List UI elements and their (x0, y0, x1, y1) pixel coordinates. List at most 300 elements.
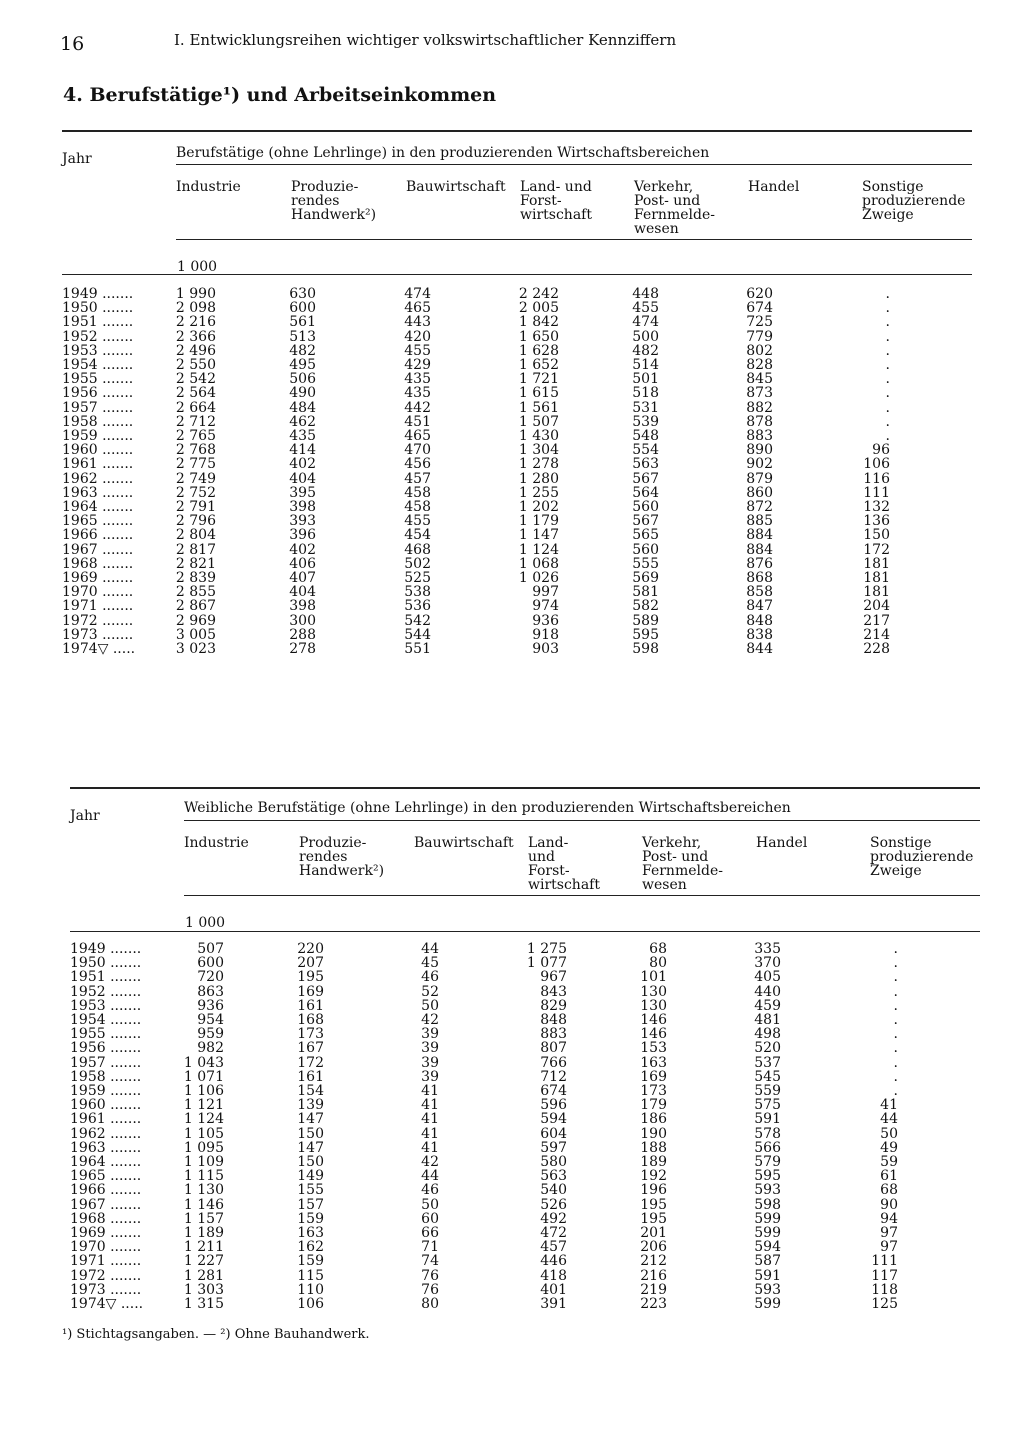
cell-handel: 575 (754, 1097, 781, 1114)
cell-verkehr: 500 (632, 328, 659, 345)
cell-bauwirtschaft: 80 (421, 1296, 439, 1312)
cell-bauwirtschaft: 538 (404, 584, 431, 601)
cell-verkehr: 206 (640, 1239, 667, 1256)
cell-verkehr: 196 (640, 1182, 667, 1199)
year-cell: 1972 ....... (62, 612, 134, 629)
cell-handel: 674 (746, 300, 773, 317)
cell-bauwirtschaft: 451 (404, 413, 431, 430)
year-cell: 1968 ....... (70, 1210, 142, 1227)
cell-handel: 725 (746, 314, 773, 331)
year-cell: 1957 ....... (70, 1054, 142, 1071)
column-header-sonstige: Sonstige produzierende Zweige (862, 179, 966, 223)
cell-sonstige: 111 (871, 1253, 898, 1270)
column-header-bauwirtschaft: Bauwirtschaft (414, 835, 514, 851)
cell-landwirtschaft: 712 (540, 1068, 567, 1085)
cell-landwirtschaft: 418 (540, 1267, 567, 1284)
cell-landwirtschaft: 974 (532, 598, 559, 615)
cell-verkehr: 130 (640, 997, 667, 1014)
cell-handwerk: 435 (289, 428, 316, 444)
cell-handel: 599 (754, 1210, 781, 1227)
cell-industrie: 1 071 (183, 1068, 224, 1085)
cell-handwerk: 288 (289, 626, 316, 643)
year-cell: 1961 ....... (70, 1111, 142, 1128)
cell-handwerk: 172 (297, 1054, 324, 1071)
cell-sonstige: 97 (880, 1239, 898, 1256)
cell-bauwirtschaft: 458 (404, 499, 431, 515)
cell-sonstige: 150 (863, 527, 890, 544)
year-column-header: Jahr (62, 151, 92, 167)
cell-industrie: 2 839 (175, 570, 216, 586)
cell-sonstige: . (885, 428, 890, 444)
cell-sonstige: . (885, 399, 890, 416)
cell-handwerk: 404 (289, 470, 316, 487)
cell-landwirtschaft: 903 (532, 641, 559, 657)
year-cell: 1966 ....... (70, 1182, 142, 1199)
cell-handwerk: 150 (297, 1125, 324, 1142)
cell-landwirtschaft: 2 242 (518, 286, 559, 302)
cell-landwirtschaft: 1 561 (518, 399, 559, 416)
year-cell: 1954 ....... (62, 357, 134, 373)
cell-handwerk: 169 (297, 983, 324, 1000)
cell-handel: 578 (754, 1125, 781, 1142)
cell-handwerk: 168 (297, 1012, 324, 1028)
cell-landwirtschaft: 1 179 (518, 513, 559, 530)
cell-landwirtschaft: 1 280 (518, 470, 559, 487)
cell-bauwirtschaft: 52 (421, 983, 439, 1000)
cell-landwirtschaft: 997 (532, 584, 559, 601)
cell-bauwirtschaft: 455 (404, 342, 431, 359)
cell-landwirtschaft: 1 430 (518, 428, 559, 444)
cell-bauwirtschaft: 44 (421, 1168, 439, 1185)
table-rule (62, 274, 972, 275)
cell-verkehr: 567 (632, 470, 659, 487)
cell-industrie: 1 095 (183, 1139, 224, 1156)
year-cell: 1965 ....... (62, 513, 134, 530)
cell-verkehr: 223 (640, 1296, 667, 1312)
cell-handel: 845 (746, 371, 773, 388)
cell-verkehr: 216 (640, 1267, 667, 1284)
cell-landwirtschaft: 1 615 (518, 385, 559, 402)
cell-industrie: 2 712 (175, 413, 216, 430)
year-cell: 1969 ....... (70, 1225, 142, 1241)
cell-handwerk: 163 (297, 1225, 324, 1241)
cell-handwerk: 398 (289, 499, 316, 515)
cell-verkehr: 474 (632, 314, 659, 331)
year-cell: 1964 ....... (70, 1154, 142, 1170)
year-column-header: Jahr (70, 808, 100, 824)
cell-verkehr: 563 (632, 456, 659, 473)
year-cell: 1960 ....... (70, 1097, 142, 1114)
cell-landwirtschaft: 674 (540, 1083, 567, 1099)
cell-verkehr: 195 (640, 1210, 667, 1227)
cell-landwirtschaft: 540 (540, 1182, 567, 1199)
cell-verkehr: 595 (632, 626, 659, 643)
cell-bauwirtschaft: 39 (421, 1026, 439, 1043)
cell-sonstige: 181 (863, 555, 890, 572)
cell-sonstige: . (893, 1040, 898, 1057)
cell-sonstige: . (885, 385, 890, 402)
year-cell: 1969 ....... (62, 570, 134, 586)
cell-industrie: 1 106 (183, 1083, 224, 1099)
cell-handwerk: 630 (289, 286, 316, 302)
cell-handwerk: 300 (289, 612, 316, 629)
year-cell: 1949 ....... (70, 941, 142, 957)
cell-landwirtschaft: 1 147 (518, 527, 559, 544)
cell-industrie: 2 550 (175, 357, 216, 373)
cell-handel: 599 (754, 1296, 781, 1312)
cell-sonstige: 217 (863, 612, 890, 629)
cell-industrie: 1 130 (183, 1182, 224, 1199)
cell-sonstige: . (893, 1012, 898, 1028)
cell-landwirtschaft: 1 652 (518, 357, 559, 373)
cell-industrie: 1 043 (183, 1054, 224, 1071)
year-cell: 1966 ....... (62, 527, 134, 544)
page-number: 16 (60, 33, 85, 55)
cell-handwerk: 139 (297, 1097, 324, 1114)
cell-handwerk: 484 (289, 399, 316, 416)
year-cell: 1950 ....... (70, 955, 142, 972)
year-cell: 1959 ....... (62, 428, 134, 444)
cell-industrie: 1 105 (183, 1125, 224, 1142)
cell-handel: 498 (754, 1026, 781, 1043)
cell-handel: 440 (754, 983, 781, 1000)
cell-bauwirtschaft: 468 (404, 541, 431, 558)
cell-sonstige: 97 (880, 1225, 898, 1241)
cell-bauwirtschaft: 465 (404, 300, 431, 317)
cell-verkehr: 598 (632, 641, 659, 657)
cell-handwerk: 161 (297, 997, 324, 1014)
cell-bauwirtschaft: 42 (421, 1154, 439, 1170)
cell-sonstige: . (885, 342, 890, 359)
cell-industrie: 507 (197, 941, 224, 957)
cell-bauwirtschaft: 502 (404, 555, 431, 572)
year-cell: 1972 ....... (70, 1267, 142, 1284)
cell-industrie: 2 366 (175, 328, 216, 345)
cell-bauwirtschaft: 41 (421, 1111, 439, 1128)
cell-handwerk: 406 (289, 555, 316, 572)
cell-sonstige: . (885, 413, 890, 430)
cell-industrie: 1 211 (183, 1239, 224, 1256)
cell-bauwirtschaft: 42 (421, 1012, 439, 1028)
cell-industrie: 1 281 (183, 1267, 224, 1284)
table-rule (184, 820, 980, 821)
year-cell: 1971 ....... (62, 598, 134, 615)
cell-verkehr: 186 (640, 1111, 667, 1128)
cell-handel: 844 (746, 641, 773, 657)
cell-industrie: 2 867 (175, 598, 216, 615)
cell-verkehr: 482 (632, 342, 659, 359)
cell-industrie: 1 115 (183, 1168, 224, 1185)
cell-bauwirtschaft: 39 (421, 1068, 439, 1085)
cell-industrie: 2 564 (175, 385, 216, 402)
cell-handel: 459 (754, 997, 781, 1014)
cell-verkehr: 569 (632, 570, 659, 586)
cell-verkehr: 448 (632, 286, 659, 302)
cell-handel: 620 (746, 286, 773, 302)
cell-industrie: 2 098 (175, 300, 216, 317)
cell-sonstige: 172 (863, 541, 890, 558)
cell-landwirtschaft: 1 068 (518, 555, 559, 572)
cell-landwirtschaft: 492 (540, 1210, 567, 1227)
cell-handwerk: 157 (297, 1196, 324, 1213)
cell-handel: 598 (754, 1196, 781, 1213)
cell-verkehr: 173 (640, 1083, 667, 1099)
cell-bauwirtschaft: 39 (421, 1040, 439, 1057)
cell-industrie: 2 855 (175, 584, 216, 601)
cell-handwerk: 159 (297, 1210, 324, 1227)
cell-handel: 883 (746, 428, 773, 444)
cell-verkehr: 555 (632, 555, 659, 572)
year-cell: 1963 ....... (62, 484, 134, 501)
cell-landwirtschaft: 918 (532, 626, 559, 643)
cell-landwirtschaft: 1 304 (518, 442, 559, 459)
cell-industrie: 1 189 (183, 1225, 224, 1241)
cell-handwerk: 115 (297, 1267, 324, 1284)
cell-industrie: 1 146 (183, 1196, 224, 1213)
cell-sonstige: 118 (871, 1281, 898, 1298)
cell-handel: 882 (746, 399, 773, 416)
cell-verkehr: 188 (640, 1139, 667, 1156)
cell-verkehr: 219 (640, 1281, 667, 1298)
cell-landwirtschaft: 457 (540, 1239, 567, 1256)
year-cell: 1953 ....... (62, 342, 134, 359)
column-header-sonstige: Sonstige produzierende Zweige (870, 835, 974, 879)
cell-handel: 335 (754, 941, 781, 957)
cell-industrie: 2 765 (175, 428, 216, 444)
cell-industrie: 2 664 (175, 399, 216, 416)
cell-handel: 879 (746, 470, 773, 487)
cell-verkehr: 565 (632, 527, 659, 544)
cell-sonstige: . (893, 955, 898, 972)
cell-industrie: 1 990 (175, 286, 216, 302)
cell-bauwirtschaft: 60 (421, 1210, 439, 1227)
cell-verkehr: 130 (640, 983, 667, 1000)
cell-bauwirtschaft: 551 (404, 641, 431, 657)
column-header-handwerk: Produzie- rendes Handwerk²) (299, 835, 385, 879)
column-header-industrie: Industrie (176, 179, 241, 195)
cell-sonstige: 111 (863, 484, 890, 501)
cell-bauwirtschaft: 470 (404, 442, 431, 459)
cell-verkehr: 560 (632, 499, 659, 515)
cell-bauwirtschaft: 71 (421, 1239, 439, 1256)
cell-bauwirtschaft: 454 (404, 527, 431, 544)
cell-handwerk: 149 (297, 1168, 324, 1185)
cell-verkehr: 589 (632, 612, 659, 629)
cell-handwerk: 195 (297, 969, 324, 986)
cell-handel: 860 (746, 484, 773, 501)
cell-industrie: 3 005 (175, 626, 216, 643)
table-rule (62, 130, 972, 132)
cell-handel: 595 (754, 1168, 781, 1185)
table-rule (70, 787, 980, 789)
cell-handel: 591 (754, 1267, 781, 1284)
cell-bauwirtschaft: 45 (421, 955, 439, 972)
cell-bauwirtschaft: 542 (404, 612, 431, 629)
cell-landwirtschaft: 604 (540, 1125, 567, 1142)
cell-handwerk: 220 (297, 941, 324, 957)
cell-landwirtschaft: 597 (540, 1139, 567, 1156)
table-rule (176, 164, 972, 165)
cell-handel: 591 (754, 1111, 781, 1128)
cell-sonstige: 90 (880, 1196, 898, 1213)
cell-bauwirtschaft: 420 (404, 328, 431, 345)
year-cell: 1974▽ ..... (70, 1296, 144, 1312)
cell-bauwirtschaft: 41 (421, 1097, 439, 1114)
cell-landwirtschaft: 936 (532, 612, 559, 629)
cell-handel: 520 (754, 1040, 781, 1057)
cell-handwerk: 150 (297, 1154, 324, 1170)
cell-sonstige: 68 (880, 1182, 898, 1199)
cell-verkehr: 189 (640, 1154, 667, 1170)
year-cell: 1970 ....... (62, 584, 134, 601)
cell-verkehr: 192 (640, 1168, 667, 1185)
cell-sonstige: 96 (872, 442, 890, 459)
cell-verkehr: 501 (632, 371, 659, 388)
cell-landwirtschaft: 1 650 (518, 328, 559, 345)
cell-handwerk: 173 (297, 1026, 324, 1043)
cell-landwirtschaft: 401 (540, 1281, 567, 1298)
cell-landwirtschaft: 1 077 (526, 955, 567, 972)
cell-bauwirtschaft: 46 (421, 969, 439, 986)
column-header-handel: Handel (748, 179, 800, 195)
cell-bauwirtschaft: 66 (421, 1225, 439, 1241)
cell-verkehr: 539 (632, 413, 659, 430)
cell-landwirtschaft: 563 (540, 1168, 567, 1185)
cell-industrie: 1 121 (183, 1097, 224, 1114)
cell-handel: 890 (746, 442, 773, 459)
cell-industrie: 936 (197, 997, 224, 1014)
year-cell: 1974▽ ..... (62, 641, 136, 657)
cell-bauwirtschaft: 443 (404, 314, 431, 331)
cell-verkehr: 455 (632, 300, 659, 317)
cell-sonstige: 41 (880, 1097, 898, 1114)
year-cell: 1962 ....... (70, 1125, 142, 1142)
cell-industrie: 1 315 (183, 1296, 224, 1312)
cell-landwirtschaft: 596 (540, 1097, 567, 1114)
cell-industrie: 2 817 (175, 541, 216, 558)
cell-industrie: 2 791 (175, 499, 216, 515)
cell-handwerk: 404 (289, 584, 316, 601)
cell-handwerk: 398 (289, 598, 316, 615)
chapter-header: I. Entwicklungsreihen wichtiger volkswirtschaftlicher Kennziffern (174, 31, 677, 49)
year-cell: 1958 ....... (70, 1068, 142, 1085)
cell-landwirtschaft: 843 (540, 983, 567, 1000)
cell-bauwirtschaft: 44 (421, 941, 439, 957)
cell-verkehr: 560 (632, 541, 659, 558)
cell-verkehr: 581 (632, 584, 659, 601)
cell-bauwirtschaft: 435 (404, 385, 431, 402)
cell-handwerk: 600 (289, 300, 316, 317)
cell-landwirtschaft: 1 278 (518, 456, 559, 473)
cell-bauwirtschaft: 455 (404, 513, 431, 530)
cell-handel: 868 (746, 570, 773, 586)
cell-handel: 848 (746, 612, 773, 629)
cell-handwerk: 490 (289, 385, 316, 402)
cell-sonstige: 117 (871, 1267, 898, 1284)
cell-bauwirtschaft: 457 (404, 470, 431, 487)
cell-bauwirtschaft: 435 (404, 371, 431, 388)
year-cell: 1973 ....... (62, 626, 134, 643)
cell-industrie: 2 796 (175, 513, 216, 530)
cell-handel: 593 (754, 1182, 781, 1199)
cell-bauwirtschaft: 525 (404, 570, 431, 586)
year-cell: 1971 ....... (70, 1253, 142, 1270)
cell-handel: 537 (754, 1054, 781, 1071)
cell-landwirtschaft: 1 202 (518, 499, 559, 515)
cell-bauwirtschaft: 536 (404, 598, 431, 615)
cell-landwirtschaft: 829 (540, 997, 567, 1014)
cell-handwerk: 393 (289, 513, 316, 530)
cell-bauwirtschaft: 76 (421, 1267, 439, 1284)
cell-landwirtschaft: 594 (540, 1111, 567, 1128)
cell-bauwirtschaft: 465 (404, 428, 431, 444)
cell-verkehr: 146 (640, 1026, 667, 1043)
cell-bauwirtschaft: 474 (404, 286, 431, 302)
cell-handwerk: 106 (297, 1296, 324, 1312)
cell-handwerk: 162 (297, 1239, 324, 1256)
cell-sonstige: 116 (863, 470, 890, 487)
cell-handwerk: 147 (297, 1111, 324, 1128)
table-rule (184, 895, 980, 896)
cell-landwirtschaft: 1 275 (526, 941, 567, 957)
cell-verkehr: 567 (632, 513, 659, 530)
cell-handwerk: 207 (297, 955, 324, 972)
cell-industrie: 2 821 (175, 555, 216, 572)
cell-landwirtschaft: 848 (540, 1012, 567, 1028)
cell-landwirtschaft: 766 (540, 1054, 567, 1071)
year-cell: 1952 ....... (70, 983, 142, 1000)
year-cell: 1956 ....... (62, 385, 134, 402)
cell-landwirtschaft: 446 (540, 1253, 567, 1270)
cell-verkehr: 153 (640, 1040, 667, 1057)
cell-bauwirtschaft: 456 (404, 456, 431, 473)
cell-handel: 838 (746, 626, 773, 643)
cell-handwerk: 407 (289, 570, 316, 586)
cell-handwerk: 482 (289, 342, 316, 359)
cell-landwirtschaft: 1 842 (518, 314, 559, 331)
cell-handwerk: 462 (289, 413, 316, 430)
cell-bauwirtschaft: 41 (421, 1125, 439, 1142)
cell-bauwirtschaft: 458 (404, 484, 431, 501)
unit-label: 1 000 (185, 915, 226, 931)
cell-verkehr: 514 (632, 357, 659, 373)
cell-landwirtschaft: 1 507 (518, 413, 559, 430)
cell-bauwirtschaft: 429 (404, 357, 431, 373)
cell-handwerk: 402 (289, 541, 316, 558)
cell-sonstige: 132 (863, 499, 890, 515)
cell-sonstige: . (893, 1068, 898, 1085)
cell-handwerk: 414 (289, 442, 316, 459)
cell-handel: 873 (746, 385, 773, 402)
cell-handwerk: 402 (289, 456, 316, 473)
footnote: ¹) Stichtagsangaben. — ²) Ohne Bauhandwerk. (62, 1327, 370, 1342)
cell-sonstige: . (893, 969, 898, 986)
cell-sonstige: 214 (863, 626, 890, 643)
cell-sonstige: 61 (880, 1168, 898, 1185)
cell-handel: 885 (746, 513, 773, 530)
cell-sonstige: . (893, 1083, 898, 1099)
unit-label: 1 000 (177, 259, 218, 275)
cell-verkehr: 163 (640, 1054, 667, 1071)
cell-industrie: 1 157 (183, 1210, 224, 1227)
cell-verkehr: 518 (632, 385, 659, 402)
cell-bauwirtschaft: 39 (421, 1054, 439, 1071)
cell-landwirtschaft: 967 (540, 969, 567, 986)
cell-handel: 902 (746, 456, 773, 473)
group-header: Berufstätige (ohne Lehrlinge) in den produzierenden Wirtschaftsbereichen (176, 145, 710, 161)
year-cell: 1953 ....... (70, 997, 142, 1014)
cell-landwirtschaft: 2 005 (518, 300, 559, 317)
